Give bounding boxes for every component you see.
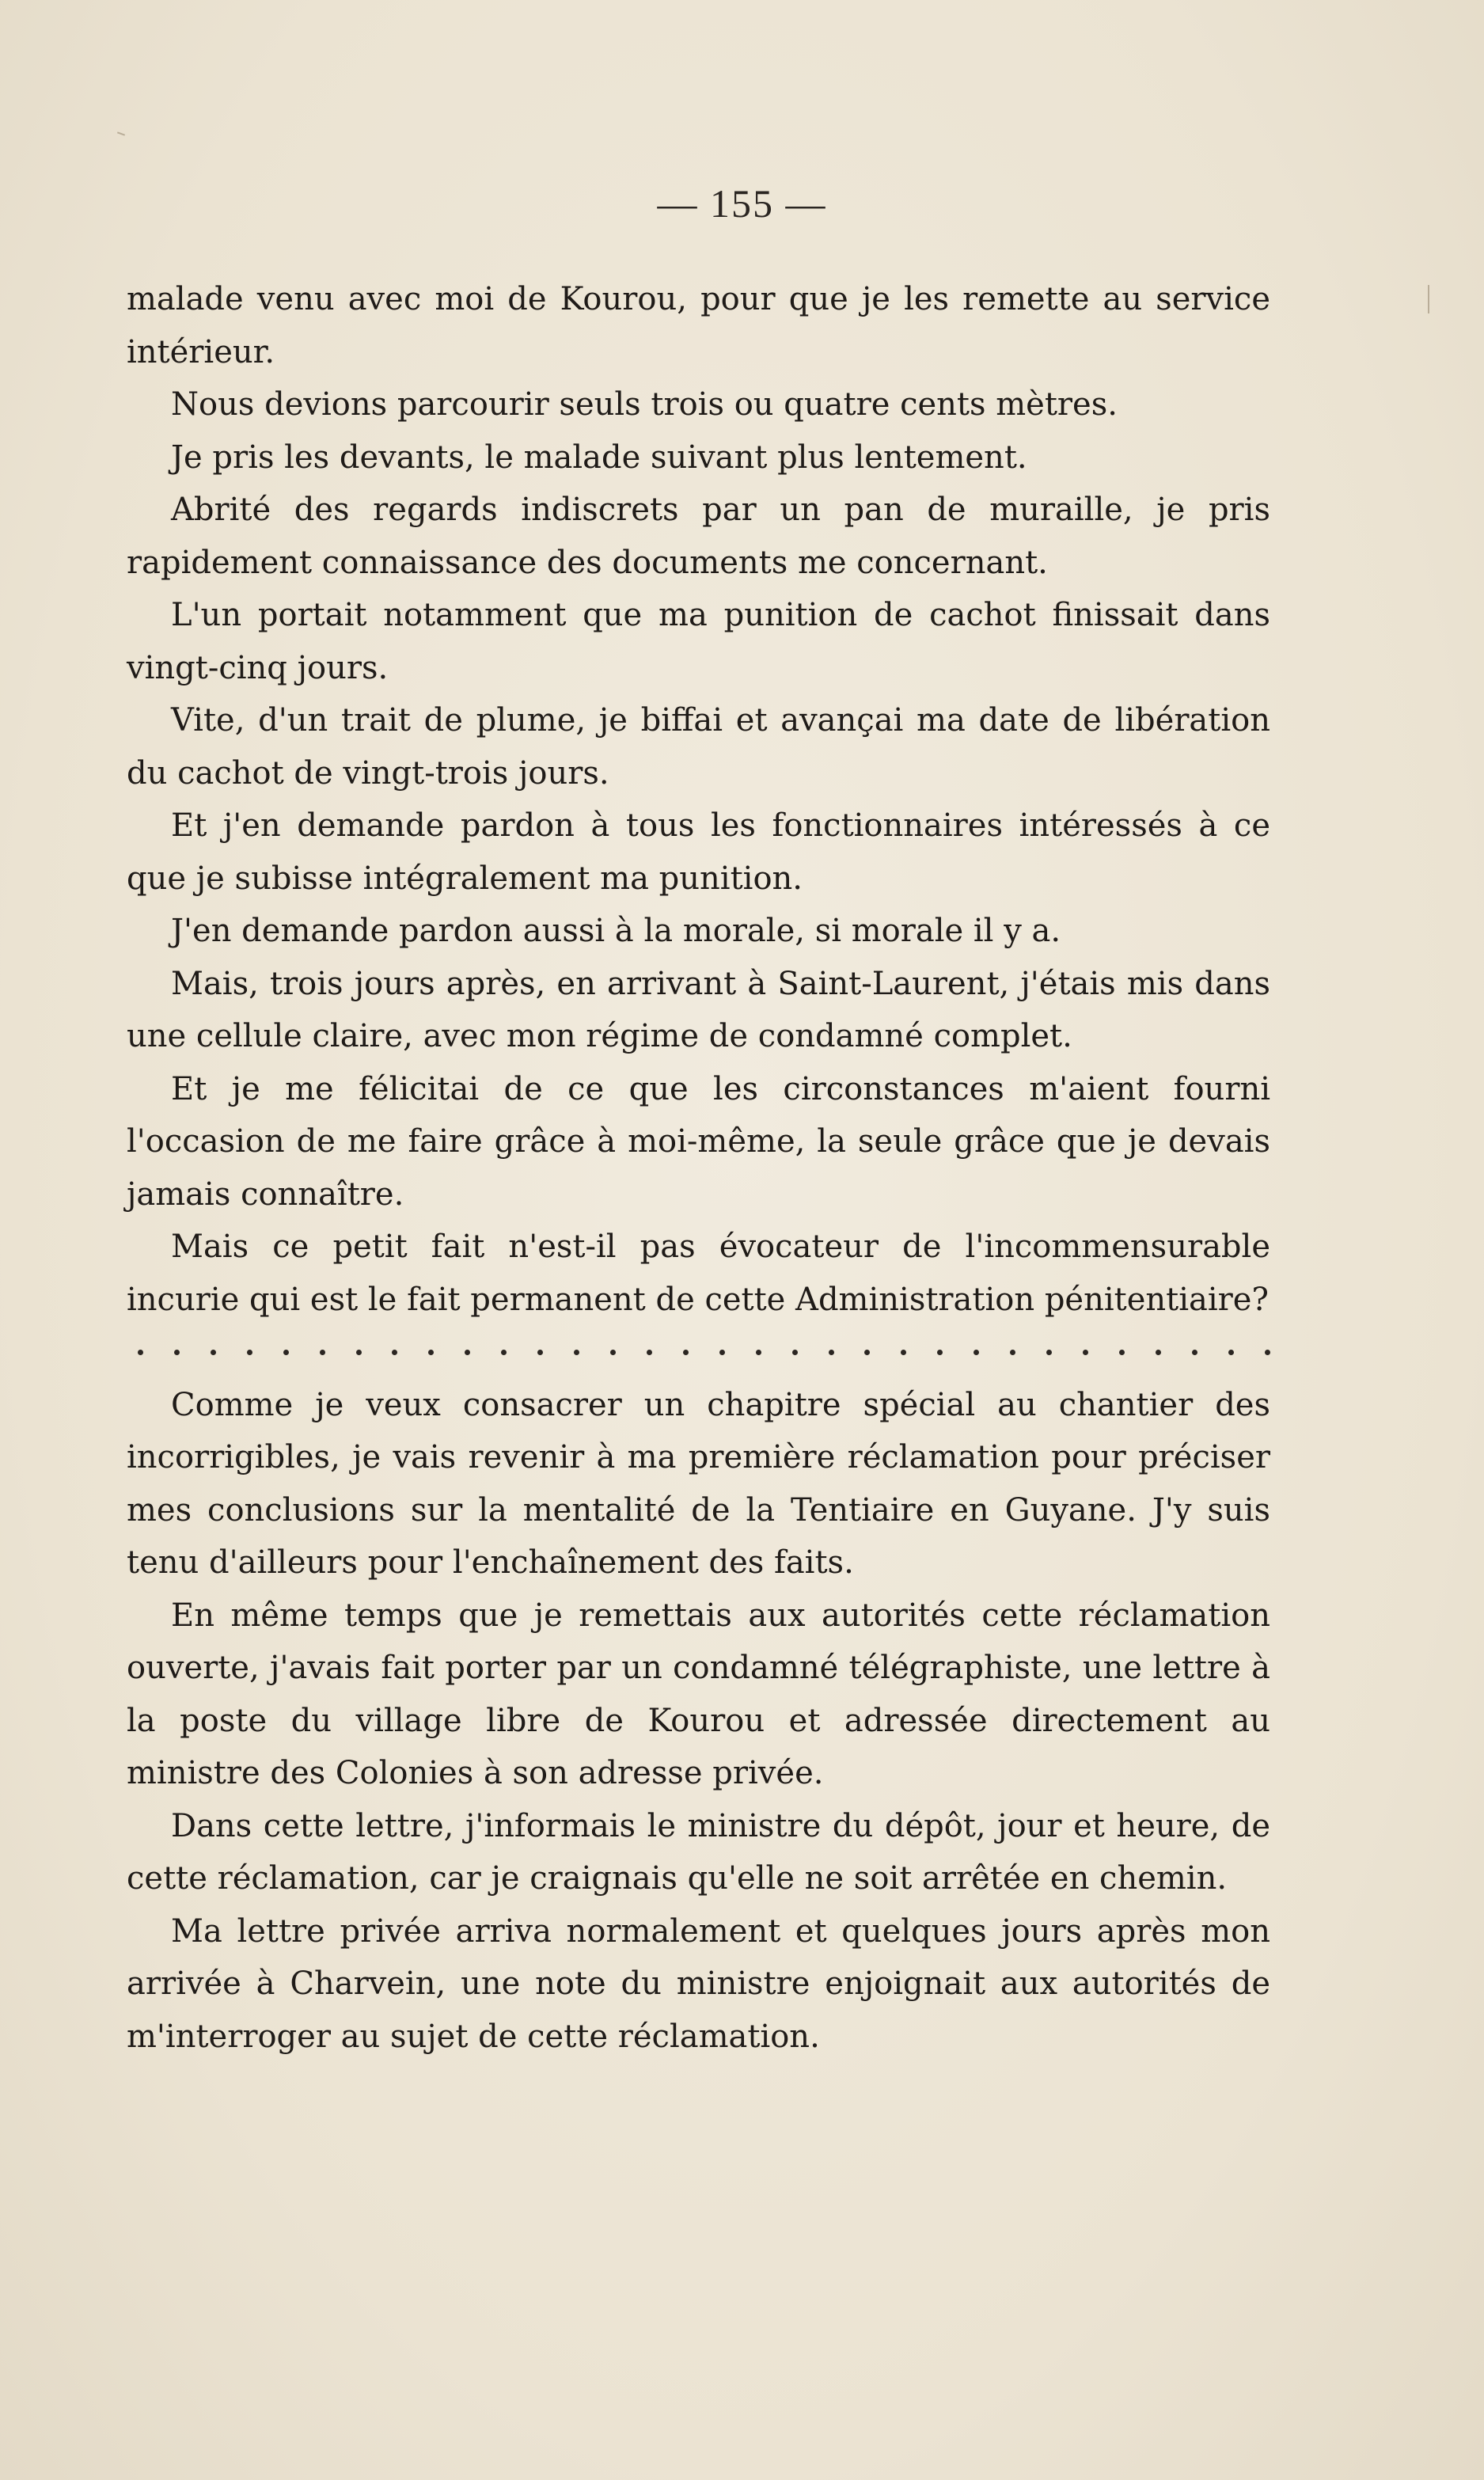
- paragraph-1: malade venu avec moi de Kourou, pour que je les remette au service intérieur.: [127, 281, 1270, 370]
- paragraph-6: Vite, d'un trait de plume, je biffai et avançai ma date de libération du cachot de vingt-trois jours.: [127, 702, 1270, 792]
- margin-mark-right: [1428, 285, 1429, 313]
- paragraph-5: L'un portait notamment que ma punition de cachot finissait dans vingt-cinq jours.: [127, 597, 1270, 686]
- paragraph-4: Abrité des regards indiscrets par un pan de muraille, je pris rapidement connaissance des documents me concernant.: [127, 492, 1270, 581]
- paragraph-12: Comme je veux consacrer un chapitre spécial au chantier des incorrigibles, je vais revenir à ma première réclamation pour préciser mes conclusions sur la mentalité de la Tentiaire en Guyane. J'y suis tenu d'ailleurs pour l'enchaînement des faits.: [127, 1386, 1270, 1581]
- paragraph-8: J'en demande pardon aussi à la morale, si morale il y a.: [171, 913, 1061, 949]
- section-break-dots: [127, 1326, 1270, 1379]
- paragraph-13: En même temps que je remettais aux autorités cette réclamation ouverte, j'avais fait porter par un condamné télégraphiste, une lettre à la poste du village libre de Kourou et adressée directement au ministre des Colonies à son adresse privée.: [127, 1597, 1270, 1791]
- paragraph-2: Nous devions parcourir seuls trois ou quatre cents mètres.: [171, 386, 1118, 423]
- paragraph-9: Mais, trois jours après, en arrivant à Saint-Laurent, j'étais mis dans une cellule claire, avec mon régime de condamné complet.: [127, 965, 1270, 1054]
- page-number: — 155 —: [657, 181, 827, 226]
- paragraph-3: Je pris les devants, le malade suivant plus lentement.: [171, 439, 1027, 476]
- margin-mark-top-left: [117, 131, 125, 135]
- paragraph-10: Et je me félicitai de ce que les circonstances m'aient fourni l'occasion de me faire grâce à moi-même, la seule grâce que je devais jamais connaître.: [127, 1070, 1270, 1213]
- paragraph-14: Dans cette lettre, j'informais le ministre du dépôt, jour et heure, de cette réclamation, car je craignais qu'elle ne soit arrêtée en chemin.: [127, 1807, 1270, 1897]
- paragraph-11: Mais ce petit fait n'est-il pas évocateur de l'incommensurable incurie qui est le fait permanent de cette Administration pénitentiaire?: [127, 1229, 1270, 1318]
- paragraph-7: Et j'en demande pardon à tous les fonctionnaires intéressés à ce que je subisse intégralement ma punition.: [127, 807, 1270, 897]
- paragraph-15: Ma lettre privée arriva normalement et quelques jours après mon arrivée à Charvein, une note du ministre enjoignait aux autorités de m'interroger au sujet de cette réclamation.: [127, 1912, 1270, 2055]
- body-text: [127, 273, 1270, 2063]
